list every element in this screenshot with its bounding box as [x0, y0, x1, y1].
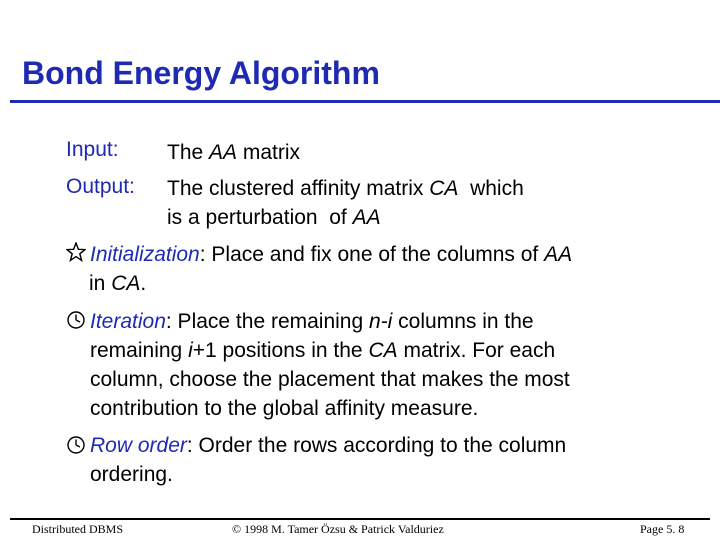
bullet2-l2b: i — [188, 339, 193, 362]
bullet2-line-2 — [90, 336, 690, 365]
bullet1-line-1 — [90, 240, 690, 269]
footer-left: Distributed DBMS — [32, 522, 124, 536]
bullet1-line2-ital: CA — [111, 272, 141, 295]
footer-right: Page 5. 8 — [640, 522, 685, 536]
bullet1-line2-post: . — [140, 272, 147, 295]
bullet2-term: Iteration — [90, 310, 166, 333]
output-line1-ital: CA — [429, 177, 459, 200]
clock-icon — [66, 310, 86, 336]
output-label: Output: — [66, 175, 135, 198]
bullet2-l1a: : Place the remaining — [165, 310, 369, 333]
bullet1-line-2 — [89, 269, 690, 298]
input-text-post: matrix — [237, 141, 301, 164]
clock-icon — [66, 435, 86, 461]
footer-rule — [10, 518, 710, 520]
slide-title: Bond Energy Algorithm — [22, 55, 380, 91]
bullet2-l1c: columns in the — [392, 310, 534, 333]
input-text-pre: The — [167, 141, 210, 164]
bullet3-text: : Order the rows according to the column — [186, 434, 567, 457]
bullet3-term: Row order — [90, 434, 187, 457]
bullet1-line2-pre: in — [89, 272, 112, 295]
footer-center: © 1998 M. Tamer Özsu & Patrick Valduriez — [232, 522, 444, 536]
bullet-iteration — [90, 307, 690, 423]
output-line2-ital: AA — [352, 206, 381, 229]
bullet2-l2e: matrix. For each — [397, 339, 556, 362]
input-label: Input: — [66, 138, 119, 161]
bullet-row-order — [90, 431, 690, 489]
bullet2-l1b: n-i — [369, 310, 393, 333]
bullet2-line-4: contribution to the global affinity measure. — [90, 397, 479, 420]
bullet2-line-1 — [90, 307, 690, 336]
input-text — [167, 138, 300, 167]
bullet2-l2d: CA — [368, 339, 398, 362]
title-underline — [10, 100, 720, 103]
bullet1-term: Initialization — [90, 243, 200, 266]
bullet-initialization — [90, 240, 690, 298]
input-text-ital: AA — [209, 141, 238, 164]
output-text — [167, 174, 524, 232]
output-line-2 — [167, 203, 524, 232]
star-icon — [66, 242, 86, 268]
output-line1-pre: The clustered affinity matrix — [167, 177, 430, 200]
output-line-1 — [167, 174, 524, 203]
bullet2-l2a: remaining — [90, 339, 189, 362]
bullet1-ital: AA — [544, 243, 573, 266]
bullet2-l2c: +1 positions in the — [192, 339, 369, 362]
bullet3-line-2: ordering. — [90, 463, 173, 486]
output-line1-post: which — [458, 177, 524, 200]
bullet2-line-3: column, choose the placement that makes the most — [90, 368, 570, 391]
output-line2-pre: is a perturbation of — [167, 206, 353, 229]
bullet3-line-1 — [90, 431, 690, 460]
bullet1-text: : Place and fix one of the columns of — [199, 243, 545, 266]
